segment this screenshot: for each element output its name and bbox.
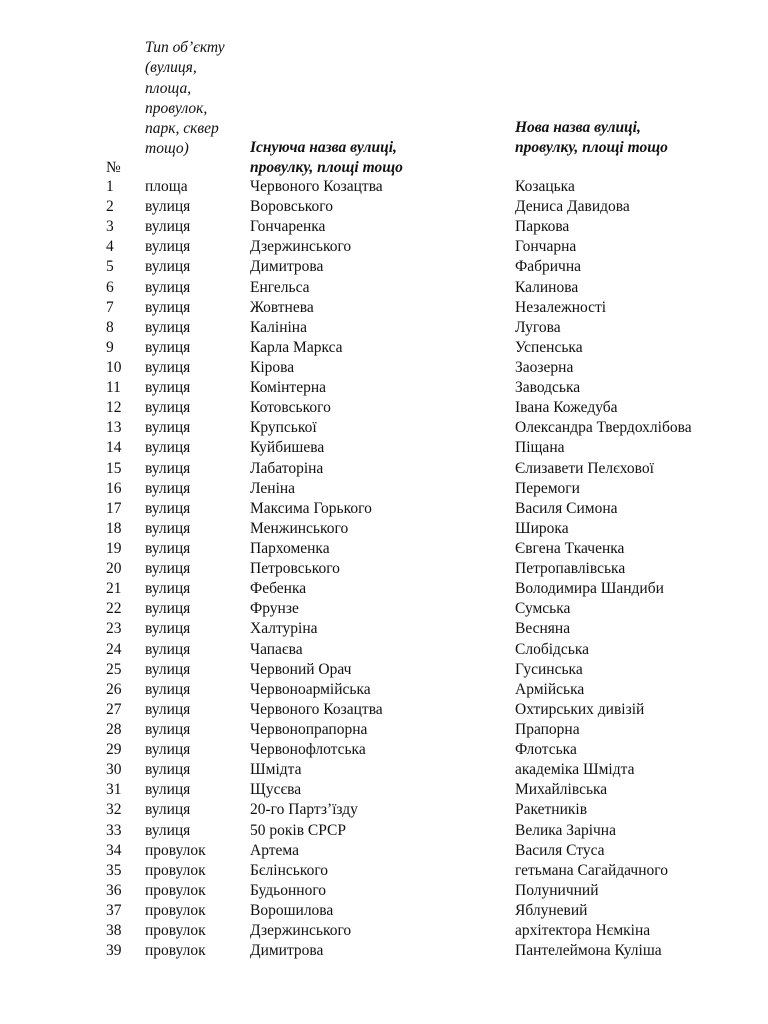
table-row <box>0 217 768 237</box>
renaming-table <box>0 177 768 961</box>
row-number: 15 <box>106 459 122 477</box>
new-name: Володимира Шандиби <box>515 580 664 598</box>
existing-name: Червоний Орач <box>250 660 352 678</box>
object-type: вулиця <box>145 298 191 316</box>
table-row <box>0 760 768 780</box>
object-type: вулиця <box>145 580 191 598</box>
table-row <box>0 177 768 197</box>
table-row <box>0 700 768 720</box>
object-type: площа <box>145 178 188 195</box>
header-line: Існуюча назва вулиці, <box>250 139 397 156</box>
object-type: вулиця <box>145 680 191 698</box>
new-name: Широка <box>515 519 569 537</box>
table-row <box>0 780 768 800</box>
row-number: 3 <box>106 218 114 236</box>
object-type: вулиця <box>145 278 191 296</box>
row-number: 29 <box>106 741 122 759</box>
row-number: 38 <box>106 922 122 940</box>
row-number: 37 <box>106 901 122 919</box>
row-number: 19 <box>106 539 122 557</box>
new-name: Івана Кожедуба <box>515 399 618 417</box>
object-type: вулиця <box>145 379 191 397</box>
existing-name: Енгельса <box>250 278 310 296</box>
object-type: вулиця <box>145 258 191 276</box>
table-row <box>0 398 768 418</box>
existing-name: Фрунзе <box>250 600 299 618</box>
row-number: 11 <box>106 379 121 397</box>
row-number: 39 <box>106 942 122 960</box>
object-type: вулиця <box>145 399 191 417</box>
existing-name: Куйбишева <box>250 439 325 457</box>
existing-name: Червоноармійська <box>250 680 371 698</box>
table-row <box>0 459 768 479</box>
object-type: вулиця <box>145 358 191 376</box>
table-row <box>0 278 768 298</box>
existing-name: Котовського <box>250 399 331 417</box>
header-existing-name <box>250 138 490 179</box>
row-number: 31 <box>106 781 122 799</box>
new-name: Паркова <box>515 218 570 236</box>
object-type: вулиця <box>145 539 191 557</box>
table-row <box>0 720 768 740</box>
table-row <box>0 418 768 438</box>
header-line: провулку, площі тощо <box>250 159 403 177</box>
header-object-type <box>145 38 250 160</box>
existing-name: Дзержинського <box>250 922 352 940</box>
existing-name: Пархоменка <box>250 539 330 557</box>
new-name: Весняна <box>515 620 571 638</box>
new-name: Слобідська <box>515 640 590 658</box>
new-name: Гончарна <box>515 238 577 256</box>
new-name: архітектора Нємкіна <box>515 922 651 940</box>
existing-name: Леніна <box>250 479 296 497</box>
existing-name: Менжинського <box>250 519 349 537</box>
existing-name: Червоного Козацтва <box>250 178 383 195</box>
object-type: провулок <box>145 881 206 899</box>
object-type: провулок <box>145 901 206 919</box>
object-type: вулиця <box>145 318 191 336</box>
header-line: Тип об’єкту <box>145 39 225 56</box>
existing-name: Будьонного <box>250 881 327 899</box>
new-name: Лугова <box>515 318 561 336</box>
object-type: вулиця <box>145 499 191 517</box>
new-name: Перемоги <box>515 479 580 497</box>
row-number: 6 <box>106 278 114 296</box>
object-type: вулиця <box>145 238 191 256</box>
existing-name: Фебенка <box>250 580 307 598</box>
object-type: вулиця <box>145 439 191 457</box>
object-type: провулок <box>145 841 206 859</box>
existing-name: 20-го Партз’їзду <box>250 801 358 819</box>
object-type: вулиця <box>145 720 191 738</box>
row-number: 12 <box>106 399 122 417</box>
header-line: Нова назва вулиці, <box>515 119 641 136</box>
object-type: вулиця <box>145 620 191 638</box>
new-name: Василя Симона <box>515 499 618 517</box>
new-name: Заозерна <box>515 358 574 376</box>
row-number: 36 <box>106 881 122 899</box>
object-type: вулиця <box>145 821 191 839</box>
table-row <box>0 237 768 257</box>
table-row <box>0 579 768 599</box>
object-type: вулиця <box>145 801 191 819</box>
header-line: площа, <box>145 79 192 97</box>
existing-name: Бєлінського <box>250 861 329 879</box>
table-row <box>0 680 768 700</box>
existing-name: Ворошилова <box>250 901 334 919</box>
row-number: 17 <box>106 499 122 517</box>
table-row <box>0 861 768 881</box>
row-number: 13 <box>106 419 122 437</box>
object-type: вулиця <box>145 479 191 497</box>
object-type: вулиця <box>145 218 191 236</box>
header-number: № <box>106 159 121 176</box>
object-type: вулиця <box>145 198 191 216</box>
object-type: вулиця <box>145 419 191 437</box>
existing-name: Халтуріна <box>250 620 318 638</box>
new-name: Прапорна <box>515 720 580 738</box>
table-row <box>0 318 768 338</box>
new-name: Пантелеймона Куліша <box>515 942 662 960</box>
new-name: Флотська <box>515 741 577 759</box>
object-type: вулиця <box>145 640 191 658</box>
table-row <box>0 599 768 619</box>
new-name: Сумська <box>515 600 571 618</box>
new-name: Полуничний <box>515 881 599 899</box>
existing-name: Червонофлотська <box>250 741 366 759</box>
table-row <box>0 821 768 841</box>
new-name: Фабрична <box>515 258 582 276</box>
existing-name: 50 років СРСР <box>250 821 347 839</box>
existing-name: Червоного Козацтва <box>250 700 383 718</box>
table-row <box>0 921 768 941</box>
object-type: вулиця <box>145 700 191 718</box>
new-name: Незалежності <box>515 298 607 316</box>
row-number: 21 <box>106 580 122 598</box>
row-number: 20 <box>106 560 122 578</box>
existing-name: Калініна <box>250 318 307 336</box>
existing-name: Шмідта <box>250 761 302 779</box>
existing-name: Артема <box>250 841 299 859</box>
row-number: 2 <box>106 198 114 216</box>
table-row <box>0 499 768 519</box>
existing-name: Гончаренка <box>250 218 326 236</box>
new-name: академіка Шмідта <box>515 761 635 779</box>
new-name: Гусинська <box>515 660 583 678</box>
existing-name: Максима Горького <box>250 499 372 517</box>
new-name: Михайлівська <box>515 781 608 799</box>
new-name: Петропавлівська <box>515 560 626 578</box>
table-row <box>0 257 768 277</box>
existing-name: Дзержинського <box>250 238 352 256</box>
table-row <box>0 740 768 760</box>
table-row <box>0 358 768 378</box>
table-row <box>0 800 768 820</box>
row-number: 8 <box>106 318 114 336</box>
object-type: вулиця <box>145 660 191 678</box>
row-number: 35 <box>106 861 122 879</box>
object-type: вулиця <box>145 600 191 618</box>
existing-name: Воровського <box>250 198 333 216</box>
row-number: 5 <box>106 258 114 276</box>
existing-name: Лабаторіна <box>250 459 324 477</box>
new-name: Василя Стуса <box>515 841 605 859</box>
row-number: 7 <box>106 298 114 316</box>
object-type: провулок <box>145 922 206 940</box>
row-number: 10 <box>106 358 122 376</box>
new-name: Дениса Давидова <box>515 198 630 216</box>
new-name: Велика Зарічна <box>515 821 616 839</box>
object-type: провулок <box>145 861 206 879</box>
table-row <box>0 901 768 921</box>
new-name: Успенська <box>515 338 583 356</box>
object-type: вулиця <box>145 519 191 537</box>
new-name: Козацька <box>515 178 575 195</box>
new-name: Олександра Твердохлібова <box>515 419 692 437</box>
object-type: вулиця <box>145 560 191 578</box>
row-number: 32 <box>106 801 122 819</box>
table-row <box>0 519 768 539</box>
new-name: Армійська <box>515 680 585 698</box>
header-line: тощо) <box>145 140 189 158</box>
existing-name: Димитрова <box>250 258 324 276</box>
existing-name: Крупської <box>250 419 317 437</box>
existing-name: Жовтнева <box>250 298 314 316</box>
new-name: Піщана <box>515 439 565 457</box>
header-new-name <box>515 118 755 159</box>
row-number: 33 <box>106 821 122 839</box>
table-row <box>0 197 768 217</box>
row-number: 9 <box>106 338 114 356</box>
row-number: 25 <box>106 660 122 678</box>
existing-name: Кірова <box>250 358 295 376</box>
row-number: 23 <box>106 620 122 638</box>
row-number: 14 <box>106 439 122 457</box>
existing-name: Комінтерна <box>250 379 327 397</box>
row-number: 30 <box>106 761 122 779</box>
row-number: 34 <box>106 841 122 859</box>
table-row <box>0 640 768 660</box>
existing-name: Димитрова <box>250 942 324 960</box>
new-name: Заводська <box>515 379 581 397</box>
object-type: вулиця <box>145 338 191 356</box>
table-row <box>0 619 768 639</box>
new-name: гетьмана Сагайдачного <box>515 861 668 879</box>
row-number: 22 <box>106 600 122 618</box>
header-line: провулок, <box>145 99 208 117</box>
table-row <box>0 438 768 458</box>
table-row <box>0 479 768 499</box>
row-number: 26 <box>106 680 122 698</box>
existing-name: Щусєва <box>250 781 302 799</box>
table-row <box>0 841 768 861</box>
new-name: Калинова <box>515 278 579 296</box>
new-name: Євгена Ткаченка <box>515 539 625 557</box>
table-row <box>0 941 768 961</box>
table-row <box>0 660 768 680</box>
object-type: провулок <box>145 942 206 960</box>
object-type: вулиця <box>145 781 191 799</box>
row-number: 27 <box>106 700 122 718</box>
header-line: (вулиця, <box>145 59 197 77</box>
new-name: Охтирських дивізій <box>515 700 645 718</box>
table-row <box>0 298 768 318</box>
new-name: Єлизавети Пелєхової <box>515 459 654 477</box>
row-number: 1 <box>106 178 114 195</box>
existing-name: Петровського <box>250 560 340 578</box>
table-row <box>0 378 768 398</box>
new-name: Ракетників <box>515 801 588 819</box>
header-line: провулку, площі тощо <box>515 139 668 157</box>
row-number: 18 <box>106 519 122 537</box>
row-number: 28 <box>106 720 122 738</box>
existing-name: Чапаєва <box>250 640 303 658</box>
table-row <box>0 881 768 901</box>
new-name: Яблуневий <box>515 901 588 919</box>
object-type: вулиця <box>145 459 191 477</box>
existing-name: Карла Маркса <box>250 338 343 356</box>
table-row <box>0 539 768 559</box>
object-type: вулиця <box>145 741 191 759</box>
header-line: парк, сквер <box>145 120 219 138</box>
row-number: 16 <box>106 479 122 497</box>
object-type: вулиця <box>145 761 191 779</box>
existing-name: Червонопрапорна <box>250 720 368 738</box>
row-number: 4 <box>106 238 114 256</box>
table-row <box>0 559 768 579</box>
table-row <box>0 338 768 358</box>
row-number: 24 <box>106 640 122 658</box>
